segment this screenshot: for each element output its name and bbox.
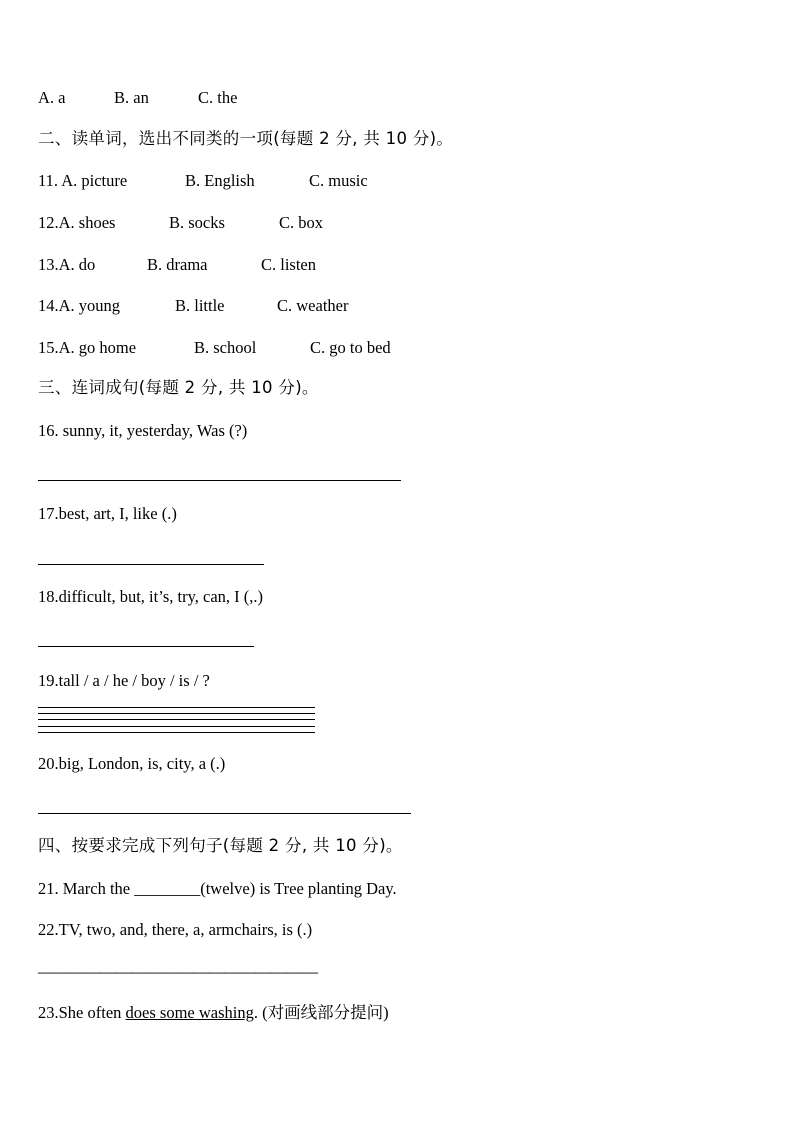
q17-prompt: 17.best, art, I, like (.) bbox=[38, 504, 177, 523]
q16-answer-line[interactable] bbox=[38, 480, 401, 481]
q13-option-b: B. drama bbox=[147, 255, 208, 274]
q21-prompt: 21. March the ________(twelve) is Tree planting Day. bbox=[38, 879, 397, 898]
q18-prompt: 18.difficult, but, it’s, try, can, I (,.) bbox=[38, 587, 263, 606]
q20-answer-line[interactable] bbox=[38, 813, 411, 814]
q23-prompt bbox=[38, 1003, 389, 1023]
q14-option-b: B. little bbox=[175, 296, 225, 315]
q11-option-c: C. music bbox=[309, 171, 368, 190]
q19-answer-line-5[interactable] bbox=[38, 732, 315, 733]
q10-option-b: B. an bbox=[114, 88, 149, 107]
q11-option-b: B. English bbox=[185, 171, 255, 190]
q13-option-c: C. listen bbox=[261, 255, 317, 274]
q16-prompt: 16. sunny, it, yesterday, Was (?) bbox=[38, 421, 248, 440]
section-4-heading: 四、按要求完成下列句子(每题 2 分, 共 10 分)。 bbox=[38, 836, 403, 855]
q10-option-c: C. the bbox=[198, 88, 238, 107]
q23-underlined-phrase: does some washing bbox=[125, 1003, 254, 1022]
q19-answer-line-2[interactable] bbox=[38, 713, 315, 714]
q12-option-c: C. box bbox=[279, 213, 324, 232]
q23-prefix: 23.She often bbox=[38, 1003, 126, 1022]
q12-option-b: B. socks bbox=[169, 213, 225, 232]
q22-prompt: 22.TV, two, and, there, a, armchairs, is (.) bbox=[38, 920, 313, 939]
q14-option-a: 14.A. young bbox=[38, 296, 121, 315]
q11-option-a: 11. A. picture bbox=[38, 171, 128, 190]
q19-answer-line-1[interactable] bbox=[38, 707, 315, 708]
q20-prompt: 20.big, London, is, city, a (.) bbox=[38, 754, 226, 773]
q12-option-a: 12.A. shoes bbox=[38, 213, 116, 232]
q14-option-c: C. weather bbox=[277, 296, 349, 315]
q23-suffix: . (对画线部分提问) bbox=[253, 1003, 389, 1022]
section-2-heading: 二、读单词，选出不同类的一项(每题 2 分, 共 10 分)。 bbox=[38, 129, 454, 148]
q19-prompt: 19.tall / a / he / boy / is / ? bbox=[38, 671, 210, 690]
q13-option-a: 13.A. do bbox=[38, 255, 96, 274]
q19-answer-line-4[interactable] bbox=[38, 726, 315, 727]
q10-option-a: A. a bbox=[38, 88, 66, 107]
q19-answer-line-3[interactable] bbox=[38, 719, 315, 720]
q15-option-a: 15.A. go home bbox=[38, 338, 137, 357]
q15-option-b: B. school bbox=[194, 338, 257, 357]
q22-answer-line[interactable]: —————————————————— bbox=[38, 962, 317, 981]
q15-option-c: C. go to bed bbox=[310, 338, 391, 357]
q17-answer-line[interactable] bbox=[38, 564, 264, 565]
q18-answer-line[interactable] bbox=[38, 646, 254, 647]
section-3-heading: 三、连词成句(每题 2 分, 共 10 分)。 bbox=[38, 378, 319, 397]
